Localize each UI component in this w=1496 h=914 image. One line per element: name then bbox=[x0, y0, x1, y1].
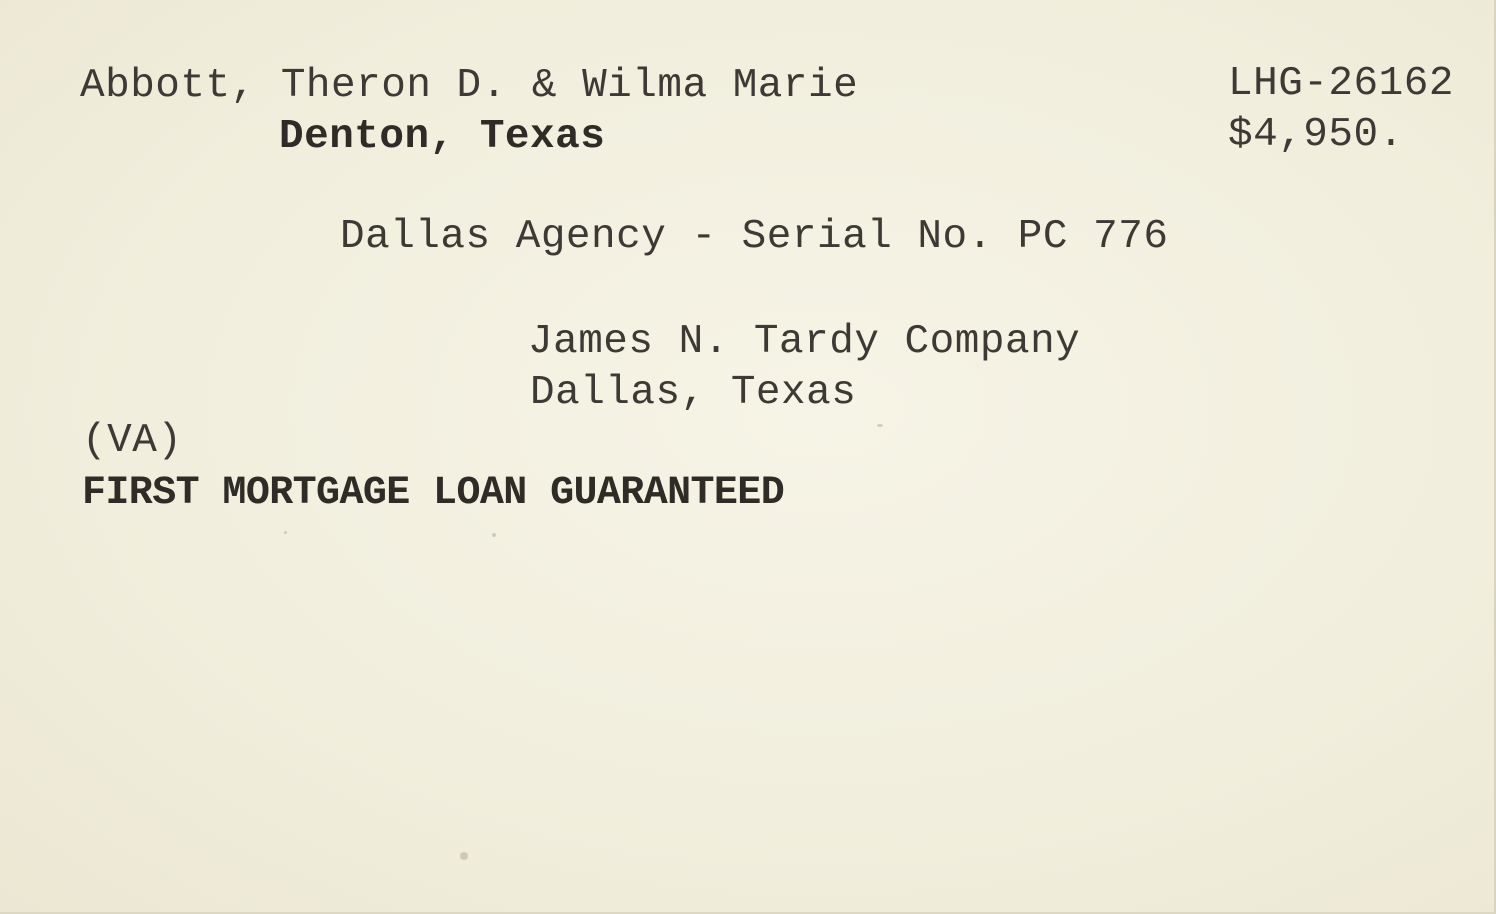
paper-speck bbox=[492, 533, 496, 537]
company-name: James N. Tardy Company bbox=[528, 319, 1081, 365]
company-location: Dallas, Texas bbox=[530, 370, 857, 416]
paper-speck bbox=[284, 531, 287, 534]
loan-number: LHG-26162 bbox=[1228, 61, 1454, 107]
borrower-location: Denton, Texas bbox=[279, 114, 606, 160]
agency-serial-line: Dallas Agency - Serial No. PC 776 bbox=[340, 214, 1169, 260]
loan-amount: $4,950. bbox=[1228, 112, 1404, 158]
paper-speck bbox=[877, 424, 883, 427]
loan-type: FIRST MORTGAGE LOAN GUARANTEED bbox=[82, 471, 785, 516]
borrower-names: Abbott, Theron D. & Wilma Marie bbox=[80, 63, 859, 109]
paper-speck bbox=[460, 852, 468, 860]
program-label: (VA) bbox=[82, 418, 183, 464]
